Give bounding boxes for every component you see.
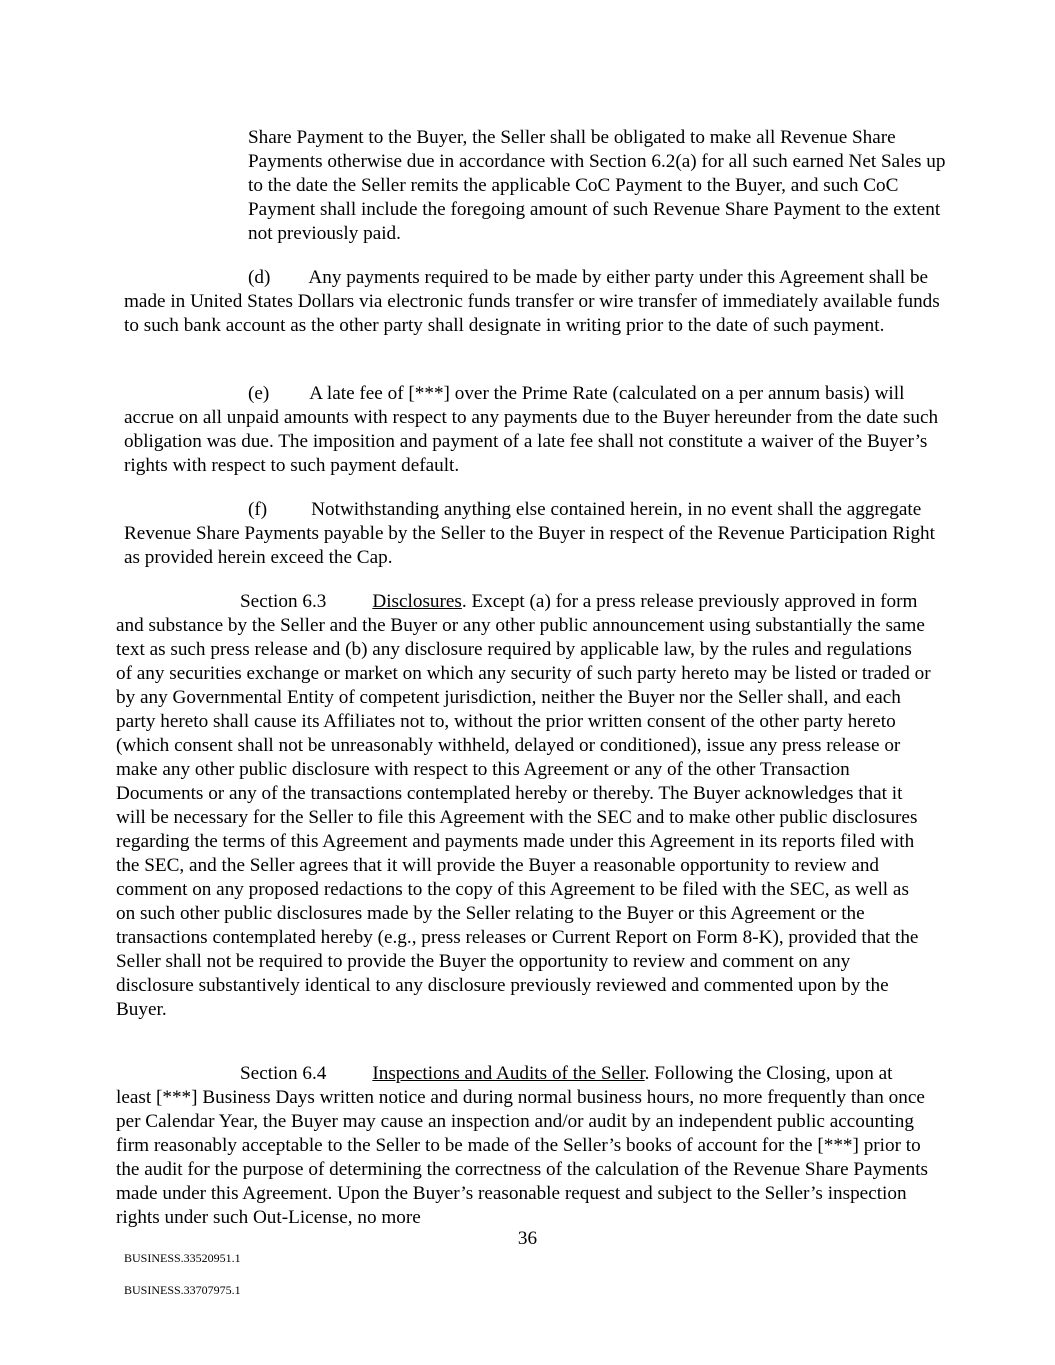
paragraph-c-text: Share Payment to the Buyer, the Seller shall be obligated to make all Revenue Share Payments otherwise due in accordance with Section 6.2(a) for all such earned Net Sales up to the date the Seller remits the applicable CoC Payment to the Buyer, and such CoC Payment shall include the foregoing amount of such Revenue Share Payment to the extent not previously paid.	[248, 127, 946, 244]
section-6-3	[116, 590, 932, 1022]
page-number: 36	[517, 1228, 538, 1249]
section-6-4	[116, 1062, 932, 1230]
section-6-4-heading: Inspections and Audits of the Seller	[372, 1063, 645, 1084]
footer-doc-id-1: BUSINESS.33520951.1	[124, 1251, 241, 1265]
paragraph-e-label: (e)	[248, 383, 270, 404]
section-6-3-number: Section 6.3	[240, 591, 327, 612]
footer-doc-id-2: BUSINESS.33707975.1	[124, 1283, 241, 1297]
section-6-3-heading: Disclosures	[372, 591, 462, 612]
section-6-4-number: Section 6.4	[240, 1063, 327, 1084]
section-6-4-text: . Following the Closing, upon at least [***] Business Days written notice and during normal business hours, no more frequently than once per Calendar Year, the Buyer may cause an inspection and/or audit by an independent public accounting firm reasonably acceptable to the Seller to be made of the Seller’s books of account for the [***] prior to the audit for the purpose of determining the correctness of the calculation of the Revenue Share Payments made under this Agreement. Upon the Buyer’s reasonable request and subject to the Seller’s inspection rights under such Out-License, no more	[116, 1063, 929, 1228]
paragraph-f-label: (f)	[248, 499, 268, 520]
paragraph-e-text: A late fee of [***] over the Prime Rate (calculated on a per annum basis) will accrue on all unpaid amounts with respect to any payments due to the Buyer hereunder from the date such obligation was due. The imposition and payment of a late fee shall not constitute a waiver of the Buyer’s rights with respect to such payment default.	[124, 383, 939, 476]
paragraph-f	[124, 498, 954, 570]
paragraph-d	[124, 266, 954, 338]
paragraph-f-text: Notwithstanding anything else contained herein, in no event shall the aggregate Revenue Share Payments payable by the Seller to the Buyer in respect of the Revenue Participation Right as provided herein exceed the Cap.	[124, 499, 935, 568]
paragraph-c-continued	[248, 126, 948, 246]
paragraph-d-text: Any payments required to be made by either party under this Agreement shall be made in United States Dollars via electronic funds transfer or wire transfer of immediately available funds to such bank account as the other party shall designate in writing prior to the date of such payment.	[124, 267, 940, 336]
paragraph-d-label: (d)	[248, 267, 271, 288]
paragraph-e	[124, 382, 954, 478]
section-6-3-text: . Except (a) for a press release previously approved in form and substance by the Seller and the Buyer or any other public announcement using substantially the same text as such press release and (b) any disclosure required by applicable law, by the rules and regulations of any securities exchange or market on which any security of such party hereto may be listed or traded or by any Governmental Entity of competent jurisdiction, neither the Buyer nor the Seller shall, and each party hereto shall cause its Affiliates not to, without the prior written consent of the other party hereto (which consent shall not be unreasonably withheld, delayed or conditioned), issue any press release or make any other public disclosure with respect to this Agreement or any of the other Transaction Documents or any of the transactions contemplated hereby or thereby. The Buyer acknowledges that it will be necessary for the Seller to file this Agreement with the SEC and to make other public disclosures regarding the terms of this Agreement and payments made under this Agreement in its reports filed with the SEC, and the Seller agrees that it will provide the Buyer a reasonable opportunity to review and comment on any proposed redactions to the copy of this Agreement to be filed with the SEC, as well as on such other public disclosures made by the Seller relating to the Buyer or this Agreement or the transactions contemplated hereby (e.g., press releases or Current Report on Form 8-K), provided that the Seller shall not be required to provide the Buyer the opportunity to review and comment on any disclosure substantively identical to any disclosure previously reviewed and commented upon by the Buyer.	[116, 591, 931, 1020]
